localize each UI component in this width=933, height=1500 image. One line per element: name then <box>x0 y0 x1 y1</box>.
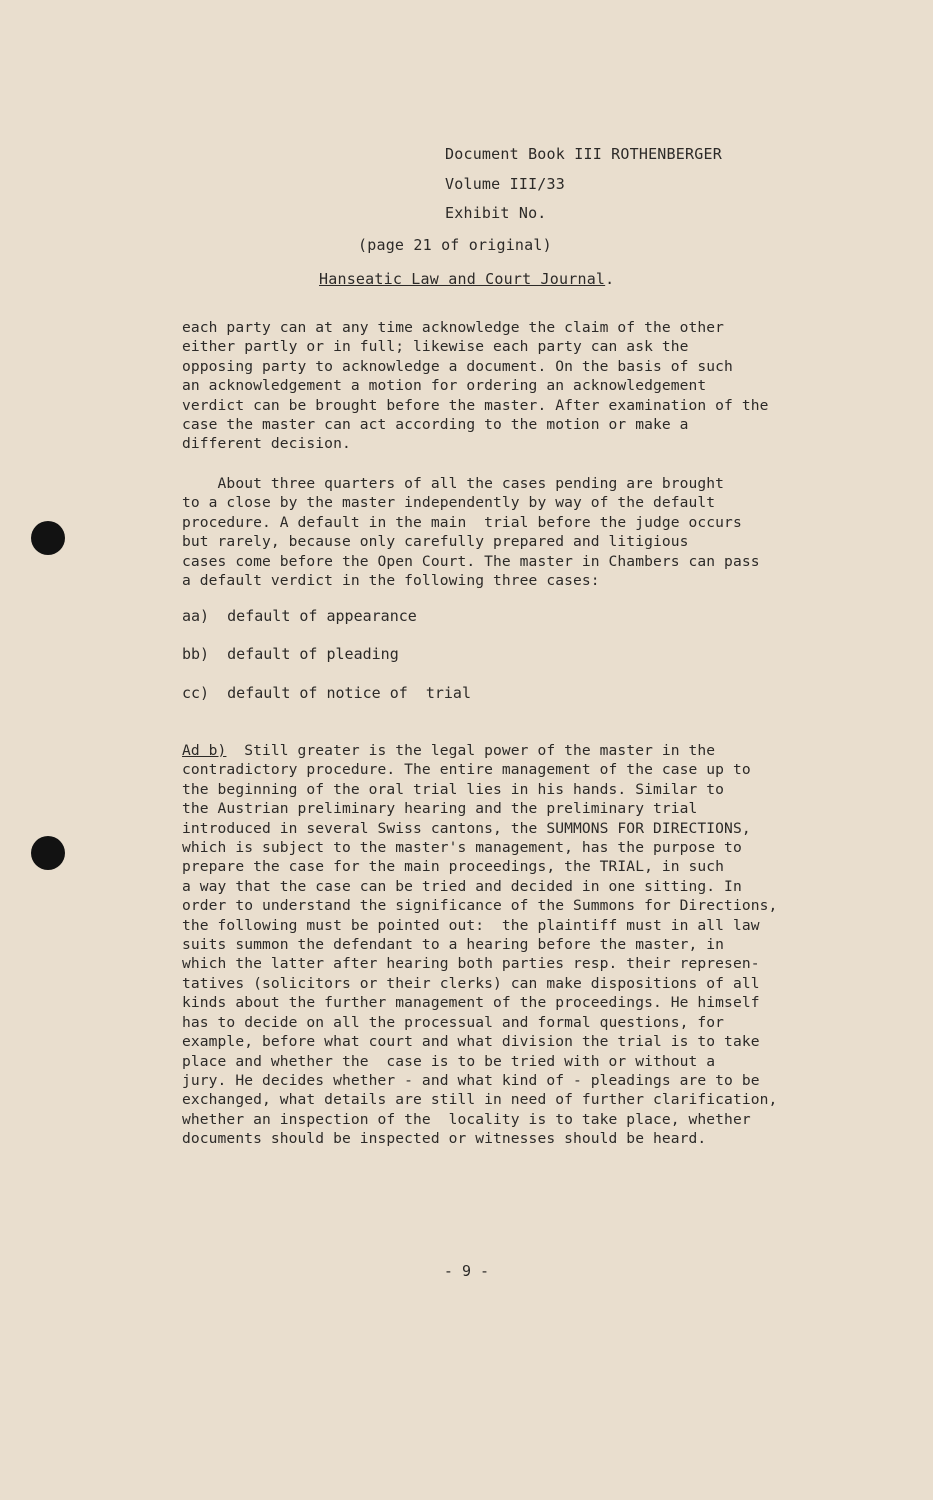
journal-title-line <box>319 270 614 288</box>
paragraph-summons-for-directions <box>182 741 777 1149</box>
list-item-aa: aa) default of appearance <box>182 607 417 625</box>
paragraph-summons-text: Still greater is the legal power of the master in the contradictory procedure. The entire management of the case up to the beginning of the oral trial lies in his hands. Similar to the Austrian preliminary hearing and the preliminary trial introduced in several Swiss cantons, the SUMMONS FOR DIRECTIONS, which is subject to the master's management, has the purpose to prepare the case for the main proceedings, the TRIAL, in such a way that the case can be tried and decided in one sitting. In order to understand the significance of the Summons for Directions, the following must be pointed out: the plaintiff must in all law suits summon the defendant to a hearing before the master, in which the latter after hearing both parties resp. their represen- tatives (solicitors or their clerks) can make dispositions of all kinds about the further management of the proceedings. He himself has to decide on all the processual and formal questions, for example, before what court and what division the trial is to take place and whether the case is to be tried with or without a jury. He decides whether - and what kind of - pleadings are to be exchanged, what details are still in need of further clarification, whether an inspection of the locality is to take place, whether documents should be inspected or witnesses should be heard. <box>182 742 778 1148</box>
exhibit-line: Exhibit No. <box>445 204 547 222</box>
page-reference: (page 21 of original) <box>358 236 552 254</box>
volume-line: Volume III/33 <box>445 175 565 193</box>
ad-b-label: Ad b) <box>182 742 227 759</box>
journal-title: Hanseatic Law and Court Journal <box>319 270 606 288</box>
page-number: - 9 - <box>443 1262 490 1280</box>
list-item-bb: bb) default of pleading <box>182 645 399 663</box>
document-book-line: Document Book III ROTHENBERGER <box>445 145 722 163</box>
paragraph-default-procedure: About three quarters of all the cases pending are brought to a close by the master independently by way of the default procedure. A default in the main trial before the judge occurs but rarely, because only carefully prepared and litigious cases come before the Open Court. The master in Chambers can pass a default verdict in the following three cases: <box>182 475 760 590</box>
punch-hole-top <box>31 521 65 555</box>
journal-title-period: . <box>605 270 615 288</box>
punch-hole-bottom <box>31 836 65 870</box>
paragraph-acknowledgement: each party can at any time acknowledge the claim of the other either partly or in full; likewise each party can ask the opposing party to acknowledge a document. On the basis of such an acknowledgement a motion for ordering an acknowledgement verdict can be brought before the master. After examination of the case the master can act according to the motion or make a different decision. <box>182 319 769 453</box>
list-item-cc: cc) default of notice of trial <box>182 684 471 702</box>
